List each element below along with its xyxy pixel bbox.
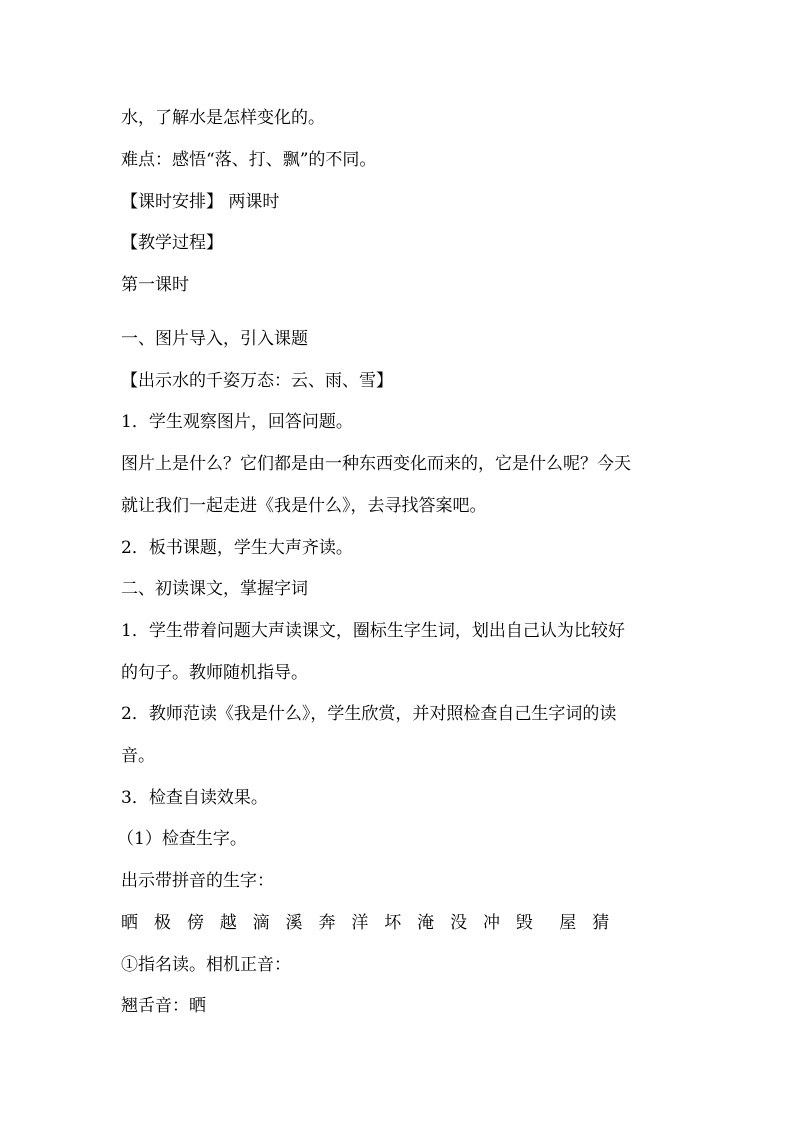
character: 猜 [592,913,610,933]
character: 极 [153,913,171,933]
section-heading: 【教学过程】 [121,233,223,253]
character: 傍 [186,913,204,933]
character: 屋 [559,913,577,933]
text-line: 3．检查自读效果。 [121,788,268,808]
text-line: 就让我们一起走进《我是什么》，去寻找答案吧。 [121,496,487,516]
text-line: 难点：感悟“落、打、飘”的不同。 [121,150,377,170]
character: 滴 [252,913,270,933]
text-line: 【课时安排】 两课时 [121,192,280,212]
text-line: 【出示水的千姿万态：云、雨、雪】 [121,371,393,391]
text-line: 1．学生带着问题大声读课文，圈标生字生词，划出自己认为比较好 [121,621,625,641]
text-line: 2．教师范读《我是什么》，学生欣赏，并对照检查自己生字词的读 [121,704,617,724]
section-heading: 第一课时 [121,275,189,295]
text-line: 图片上是什么？它们都是由一种东西变化而来的，它是什么呢？今天 [121,454,631,474]
text-line: （1）检查生字。 [117,829,247,849]
text-line: 水，了解水是怎样变化的。 [121,108,325,128]
character: 晒 [121,913,138,933]
text-line: 翘舌音：晒 [121,996,206,1016]
character: 坏 [384,913,402,933]
character: 淹 [417,913,435,933]
text-line: 的句子。教师随机指导。 [121,663,308,683]
character: 冲 [482,913,500,933]
character: 毁 [515,913,533,933]
character-list [121,912,620,934]
section-heading: 一、图片导入，引入课题 [121,329,308,349]
text-line: 出示带拼音的生字： [121,871,274,891]
character: 溪 [285,913,303,933]
text-line: 2．板书课题，学生大声齐读。 [121,538,353,558]
character: 没 [450,913,468,933]
character: 奔 [318,913,336,933]
character: 洋 [351,913,369,933]
character: 越 [219,913,237,933]
section-heading: 二、初读课文，掌握字词 [121,579,308,599]
text-line: 1．学生观察图片，回答问题。 [121,412,353,432]
text-line: ①指名读。相机正音： [121,955,291,975]
text-line: 音。 [121,746,155,766]
